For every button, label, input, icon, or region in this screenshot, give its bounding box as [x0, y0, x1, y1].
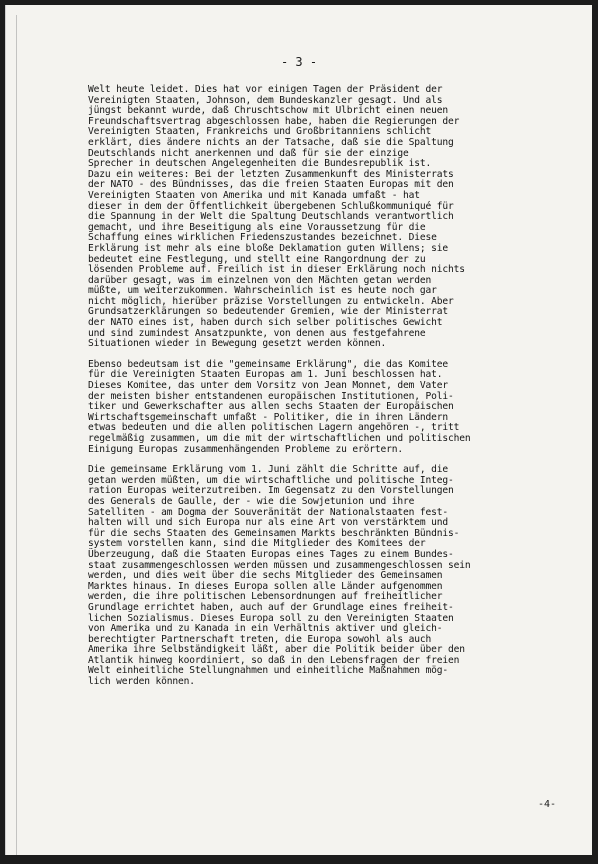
text-line: lich werden können. — [88, 676, 195, 688]
text-line: dieser in dem der Öffentlichkeit übergebenen Schlußkommuniqué für — [88, 200, 454, 212]
text-line: berechtigter Partnerschaft treten, die Europa sowohl als auch — [88, 633, 432, 645]
text-line: darüber gesagt, was im einzelnen von den Mächten getan werden — [88, 274, 432, 286]
text-line: Grundlage errichtet haben, auch auf der Grundlage eines freiheit- — [88, 601, 454, 613]
text-line: der NATO - des Bündnisses, das die freien Staaten Europas mit den — [88, 179, 454, 191]
text-line: Überzeugung, daß die Staaten Europas eines Tages zu einem Bundes- — [88, 548, 454, 560]
page-number: - 3 - — [280, 55, 318, 69]
scan-margin-line — [16, 15, 17, 855]
text-line: der NATO eines ist, haben durch sich selber politisches Gewicht — [88, 317, 443, 329]
text-line: Vereinigten Staaten von Amerika und mit Kanada umfaßt - hat — [88, 189, 420, 201]
text-line: jüngst bekannt wurde, daß Chruschtschow mit Ulbricht einen neuen — [88, 105, 449, 117]
text-line: Vereinigten Staaten, Frankreichs und Großbritanniens schlicht — [88, 126, 432, 138]
text-line: Grundsatzerklärungen so bedeutender Gremien, wie der Ministerrat — [88, 306, 449, 318]
text-line: müßte, um weiterzukommen. Wahrscheinlich ist es heute noch gar — [88, 285, 437, 297]
text-line: halten will und sich Europa nur als eine Art von verstärktem und — [88, 517, 449, 529]
text-line: Dieses Komitee, das unter dem Vorsitz von Jean Monnet, dem Vater — [88, 380, 449, 392]
body-text — [88, 85, 558, 688]
text-line: für die sechs Staaten des Gemeinsamen Markts beschränkten Bündnis- — [88, 527, 460, 539]
text-line: Welt heute leidet. Dies hat vor einigen Tagen der Präsident der — [88, 84, 443, 95]
text-line: Situationen wieder in Bewegung gesetzt werden können. — [88, 338, 387, 350]
text-line: staat zusammengeschlossen werden müssen und zusammengeschlossen sein — [88, 559, 471, 571]
text-line: Die gemeinsame Erklärung vom 1. Juni zählt die Schritte auf, die — [88, 464, 449, 476]
text-line: lösenden Probleme auf. Freilich ist in dieser Erklärung noch nichts — [88, 264, 465, 276]
paragraph — [88, 85, 558, 350]
text-line: der meisten bisher entstandenen europäischen Institutionen, Poli- — [88, 390, 454, 402]
text-line: die Spannung in der Welt die Spaltung Deutschlands verantwortlich — [88, 211, 454, 223]
text-line: Atlantik hinweg koordiniert, so daß in den Lebensfragen der freien — [88, 654, 460, 666]
text-line: Deutschlands nicht anerkennen und daß für sie der einzige — [88, 147, 409, 159]
next-page-marker: -4- — [538, 799, 557, 810]
text-line: Ebenso bedeutsam ist die "gemeinsame Erklärung", die das Komitee — [88, 358, 449, 370]
text-line: Einigung Europas zusammenhängenden Probleme zu erörtern. — [88, 443, 404, 455]
text-line: Marktes hinaus. In dieses Europa sollen alle Länder aufgenommen — [88, 580, 443, 592]
text-line: getan werden müßten, um die wirtschaftliche und politische Integ- — [88, 474, 454, 486]
paragraph — [88, 465, 558, 687]
document-page — [5, 5, 592, 855]
text-line: Vereinigten Staaten, Johnson, dem Bundeskanzler gesagt. Und als — [88, 94, 443, 106]
text-line: des Generals de Gaulle, der - wie die Sowjetunion und ihre — [88, 495, 415, 507]
text-line: für die Vereinigten Staaten Europas am 1. Juni beschlossen hat. — [88, 369, 443, 381]
text-line: lichen Sozialismus. Dieses Europa soll zu den Vereinigten Staaten — [88, 612, 454, 624]
text-line: regelmäßig zusammen, um die mit der wirtschaftlichen und politischen — [88, 433, 471, 444]
text-line: gemacht, und ihre Beseitigung als eine Voraussetzung für die — [88, 221, 426, 233]
text-line: Freundschaftsvertrag abgeschlossen habe, haben die Regierungen der — [88, 115, 460, 127]
text-line: und sind zumindest Ansatzpunkte, von denen aus festgefahrene — [88, 327, 426, 339]
text-line: werden, die ihre politischen Lebensordnungen auf freiheitlicher — [88, 591, 443, 603]
paragraph — [88, 360, 558, 455]
text-line: erklärt, dies ändere nichts an der Tatsache, daß sie die Spaltung — [88, 136, 454, 148]
text-line: von Amerika und zu Kanada in ein Verhältnis aktiver und gleich- — [88, 623, 443, 635]
text-line: Sprecher in deutschen Angelegenheiten die Bundesrepublik ist. — [88, 158, 432, 170]
text-line: nicht möglich, hierüber präzise Vorstellungen zu entwickeln. Aber — [88, 295, 454, 307]
text-line: bedeutet eine Festlegung, und stellt eine Rangordnung der zu — [88, 253, 426, 265]
text-line: Satelliten - am Dogma der Souveränität der Nationalstaaten fest- — [88, 506, 449, 518]
text-line: Erklärung ist mehr als eine bloße Deklamation guten Willens; sie — [88, 242, 449, 254]
text-line: Welt einheitliche Stellungnahmen und einheitliche Maßnahmen mög- — [88, 665, 449, 677]
text-line: etwas bedeuten und die allen politischen Lagern angehören -, tritt — [88, 422, 460, 434]
text-line: Amerika ihre Selbständigkeit läßt, aber die Politik beider über den — [88, 644, 465, 656]
text-line: Schaffung eines wirklichen Friedenszustandes bezeichnet. Diese — [88, 232, 437, 244]
text-line: werden, und dies weit über die sechs Mitglieder des Gemeinsamen — [88, 570, 443, 582]
text-line: tiker und Gewerkschafter aus allen sechs Staaten der Europäischen — [88, 401, 454, 413]
text-line: Dazu ein weiteres: Bei der letzten Zusammenkunft des Ministerrats — [88, 168, 454, 180]
text-line: ration Europas weiterzutreiben. Im Gegensatz zu den Vorstellungen — [88, 485, 454, 497]
text-line: system vorstellen kann, sind die Mitglieder des Komitees der — [88, 538, 426, 550]
text-line: Wirtschaftsgemeinschaft umfaßt - Politiker, die in ihren Ländern — [88, 411, 449, 423]
